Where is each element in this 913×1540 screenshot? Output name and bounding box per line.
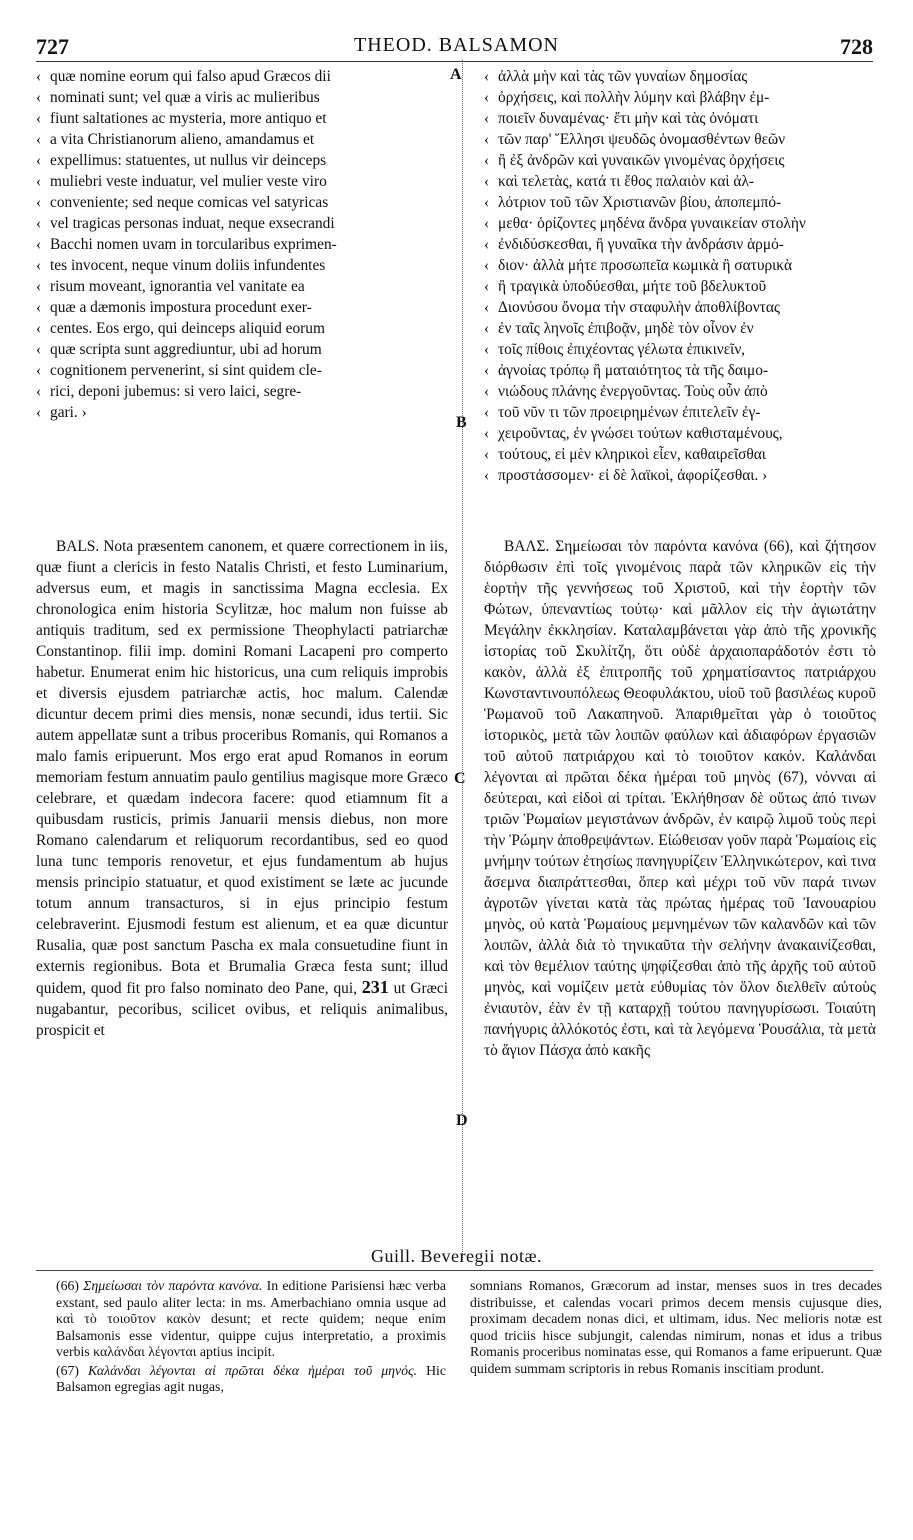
quote-mark: ‹ [484, 89, 490, 106]
latin-quote-line [36, 402, 454, 423]
note-67-lemma: Καλάνδαι λέγονται αἱ πρῶται δέκα ἡμέραι τοῦ μηνός. [88, 1362, 418, 1378]
column-number: 231 [361, 977, 389, 997]
latin-quote-line [36, 66, 454, 87]
quote-mark: ‹ [484, 131, 490, 148]
latin-quote-line [36, 339, 454, 360]
greek-commentary-text: ΒΑΛΣ. Σημείωσαι τὸν παρόντα κανόνα (66), καὶ ζήτησον διόρθωσιν ἐπὶ τοῖς γινομένοις παρὰ τῶν κληρικῶν εἰς τὴν ἑορτὴν τῆς γεννήσεως τοῦ Χριστοῦ, καὶ τὴν ἑορτὴν τῶν Φώτων, ὑπεναντίως τούτῳ· καὶ μᾶλλον εἰς τὴν ἁγιωτάτην Μεγάλην ἐκκλησίαν. Καταλαμβάνεται γὰρ ἀπὸ τῆς χρονικῆς ἱστορίας τοῦ Σκυλίτζη, ὅτι οὐδὲ ἀρχαιοπαράδοτόν ἐστι τὸ κακὸν, ἀλλὰ ἐξ ἐπιτροπῆς τοῦ χρηματίσαντος πατριάρχου Κωνσταντινουπόλεως Θεοφυλάκτου, υἱοῦ τοῦ βασιλέως κυροῦ Ῥωμανοῦ τοῦ Λακαπηνοῦ. Ἀπαριθμεῖται γὰρ ὁ τοιοῦτος ἱστορικὸς, μετὰ τῶν λοιπῶν φαύλων καὶ ἀδιαφόρων ἐργασιῶν τοῦ αὐτοῦ πατριάρχου καὶ τὸ τοιοῦτον κακόν. Καλάνδαι λέγονται αἱ πρῶται δέκα ἡμέραι τοῦ μηνὸς (67), νόνναι αἱ δεύτεραι, καὶ εἰδοὶ αἱ τρίται. Ἐκλήθησαν δὲ οὕτως ἀπό τινων τριῶν Ῥωμαίων μεγιστάνων ἀνδρῶν, ἐν καιρῷ λιμοῦ τοὺς περὶ τὴν Ῥώμην ἀποθρεψάντων. Εἰώθεισαν γοῦν παρὰ Ῥωμαίοις εἰς μνήμην τούτων ἐτησίως πανηγυρίζειν Ἑλληνικώτερον, καὶ τινα ἄσεμνα διαπράττεσθαι, ὅπερ καὶ μέχρι τοῦ νῦν παρά τινων ἀγροτῶν γίνεται κατὰ τὰς πρώτας ἡμέρας τοῦ Ἰανουαρίου μηνὸς, οὐ κατὰ Ῥωμαίους μεμνημένων τῶν καλανδῶν καὶ τῶν λοιπῶν, ἀλλὰ διὰ τὸ τηνικαῦτα τὴν σελήνην ἀνακαινίζεσθαι, καὶ τὸν θεμέλιον ταύτης ψηφίζεσθαι ἀπὸ τῆς ἀρχῆς τοῦ αὐτοῦ μηνὸς, καὶ νομίζειν μετὰ εὐθυμίας τὸν ὅλον διελθεῖν αὐτοὺς ἐνιαυτὸν, ἐὰν ἐν τῇ καταρχῇ τούτου πανηγυρίσωσι. Τοιαύτη πανήγυρις ἀλλόκοτός ἐστι, καὶ τὰ λεγόμενα Ῥουσάλια, τὰ μετὰ τὸ ἅγιον Πάσχα ἀπὸ κακῆς [484, 538, 876, 1059]
quote-mark: ‹ [36, 404, 42, 421]
quote-mark: ‹ [36, 89, 42, 106]
latin-quote-line [36, 360, 454, 381]
note-67 [56, 1363, 446, 1396]
greek-quote-line [484, 255, 876, 276]
quote-mark: ‹ [484, 299, 490, 316]
quote-mark: ‹ [484, 425, 490, 442]
latin-quote-line [36, 192, 454, 213]
greek-quote-line-text: ἐνδιδύσκεσθαι, ἢ γυναῖκα τὴν ἀνδράσιν ἁρμό- [498, 236, 784, 253]
latin-quote-line [36, 150, 454, 171]
note-66-lemma: Σημείωσαι τὸν παρόντα κανόνα. [83, 1278, 263, 1293]
quote-mark: ‹ [36, 362, 42, 379]
latin-canon-quote [36, 66, 454, 423]
greek-quote-line-text: ὀρχήσεις, καὶ πολλὴν λύμην καὶ βλάβην ἐμ- [498, 89, 770, 106]
quote-mark: ‹ [484, 278, 490, 295]
greek-quote-line [484, 87, 876, 108]
latin-quote-line [36, 318, 454, 339]
greek-quote-line [484, 108, 876, 129]
quote-mark: ‹ [36, 131, 42, 148]
quote-mark: ‹ [484, 467, 490, 484]
greek-quote-line-text: ἢ τραγικὰ ὑποδύεσθαι, μήτε τοῦ βδελυκτοῦ [498, 278, 767, 295]
greek-quote-line-text: ἀλλὰ μὴν καὶ τὰς τῶν γυναίων δημοσίας [498, 68, 748, 85]
note-66-label: (66) [56, 1278, 79, 1293]
quote-mark: ‹ [36, 299, 42, 316]
margin-letter-a: A [450, 66, 462, 83]
quote-mark: ‹ [484, 341, 490, 358]
margin-letter-b: B [456, 414, 467, 431]
latin-quote-line-text: quæ nomine eorum qui falso apud Græcos dii [50, 68, 331, 85]
latin-quote-line [36, 381, 454, 402]
note-67-label: (67) [56, 1362, 79, 1378]
latin-quote-line-text: Bacchi nomen uvam in torcularibus exprimen- [50, 236, 337, 253]
quote-mark: ‹ [484, 257, 490, 274]
greek-quote-line-text: ἐν ταῖς ληνοῖς ἐπιβοᾷν, μηδὲ τὸν οἶνον ἐν [498, 320, 754, 337]
quote-mark: ‹ [36, 236, 42, 253]
notes-title: Guill. Beveregii notæ. [371, 1246, 542, 1266]
greek-quote-line [484, 171, 876, 192]
latin-quote-line [36, 297, 454, 318]
latin-quote-line-text: risum moveant, ignorantia vel vanitate ea [50, 278, 305, 295]
latin-quote-line [36, 129, 454, 150]
quote-mark: ‹ [484, 110, 490, 127]
latin-quote-line-text: centes. Eos ergo, qui deinceps aliquid eorum [50, 320, 325, 337]
latin-quote-line-text: expellimus: statuentes, ut nullus vir deinceps [50, 152, 327, 169]
quote-mark: ‹ [36, 194, 42, 211]
latin-commentary-text-end: ut Græci nugabantur, pecoribus, scilicet ovibus, et reliquis animalibus, prospicit et [36, 980, 448, 1039]
latin-quote-line-text: conveniente; sed neque comicas vel satyricas [50, 194, 329, 211]
latin-quote-line [36, 108, 454, 129]
latin-quote-line [36, 171, 454, 192]
latin-quote-line-text: quæ scripta sunt aggrediuntur, ubi ad horum [50, 341, 322, 358]
header-rule [36, 61, 873, 62]
greek-quote-line-text: νιώδους πλάνης ἐνεργοῦντας. Τοὺς οὖν ἀπὸ [498, 383, 768, 400]
greek-quote-line-text: τῶν παρ' Ἕλλησι ψευδῶς ὀνομασθέντων θεῶν [498, 131, 786, 148]
quote-mark: ‹ [484, 446, 490, 463]
margin-letter-c: C [454, 770, 466, 787]
greek-quote-line [484, 444, 876, 465]
greek-quote-line [484, 297, 876, 318]
greek-quote-line-text: τοῖς πίθοις ἐπιχέοντας γέλωτα ἐπικινεῖν, [498, 341, 746, 358]
notes-left-column [56, 1278, 446, 1398]
latin-quote-line-text: muliebri veste induatur, vel mulier veste viro [50, 173, 327, 190]
greek-quote-line [484, 66, 876, 87]
greek-quote-line [484, 318, 876, 339]
quote-mark: ‹ [484, 236, 490, 253]
latin-quote-line [36, 255, 454, 276]
greek-quote-line [484, 150, 876, 171]
greek-commentary [484, 536, 876, 1061]
quote-mark: ‹ [36, 110, 42, 127]
latin-quote-line-text: nominati sunt; vel quæ a viris ac mulieribus [50, 89, 320, 106]
right-page-number: 728 [840, 34, 873, 59]
latin-quote-line [36, 213, 454, 234]
greek-quote-line [484, 381, 876, 402]
latin-quote-line-text: quæ a dæmonis impostura procedunt exer- [50, 299, 312, 316]
greek-quote-line-text: τούτους, εἰ μὲν κληρικοὶ εἶεν, καθαιρεῖσθαι [498, 446, 766, 463]
latin-quote-line-text: cognitionem pervenerint, si sint quidem cle- [50, 362, 322, 379]
quote-mark: ‹ [36, 383, 42, 400]
note-67-text: Hic Balsamon egregias agit nugas, [56, 1362, 447, 1394]
quote-mark: ‹ [484, 152, 490, 169]
latin-quote-line-text: rici, deponi jubemus: si vero laici, segre- [50, 383, 302, 400]
greek-quote-line [484, 402, 876, 423]
margin-letter-d: D [456, 1112, 468, 1129]
greek-quote-line-text: προστάσσομεν· εἰ δὲ λαϊκοὶ, ἀφορίζεσθαι. › [498, 467, 768, 484]
greek-quote-line-text: τοῦ νῦν τι τῶν προειρημένων ἐπιτελεῖν ἐγ- [498, 404, 761, 421]
greek-quote-line-text: ἀγνοίας τρόπῳ ἢ ματαιότητος τὰ τῆς δαιμο- [498, 362, 769, 379]
greek-quote-line [484, 339, 876, 360]
latin-commentary [36, 536, 448, 1041]
quote-mark: ‹ [484, 362, 490, 379]
page-header [0, 34, 913, 64]
note-66-text: In editione Parisiensi hæc verba exstant, sed paulo aliter lecta: in ms. Amerbachiano omnia usque ad καὶ τὸ τοιοῦτον κακὸν desunt; et recte quidem; neque enim Balsamonis esse videntur, quippe cujus interpretatio, a proximis verbis καλάνδαι λέγονται aptius incipit. [56, 1278, 447, 1359]
running-title: THEOD. BALSAMON [354, 34, 559, 56]
quote-mark: ‹ [36, 278, 42, 295]
greek-quote-line [484, 465, 876, 486]
quote-mark: ‹ [484, 68, 490, 85]
greek-quote-line-text: μεθα· ὁρίζοντες μηδένα ἄνδρα γυναικείαν στολὴν [498, 215, 806, 232]
quote-mark: ‹ [484, 383, 490, 400]
greek-quote-line [484, 234, 876, 255]
greek-quote-line-text: ποιεῖν δυναμένας· ἔτι μὴν καὶ τὰς ὀνόματι [498, 110, 759, 127]
quote-mark: ‹ [36, 173, 42, 190]
note-continuation: somnians Romanos, Græcorum ad instar, menses suos in tres decades distribuisse, et calendas vocari primos decem mensis cujusque dies, proximam decadem nonas dici, et ultimam, idus. Nec melioris notæ est quod triciis hisce subjungit, calendas nimirum, nonas et idus a tribus Romanis proceribus nominatas esse, qui Romanos a fame eripuerunt. Quæ quidem summam scriptoris in rebus Romanis inscitiam produnt. [470, 1278, 882, 1376]
greek-quote-line [484, 129, 876, 150]
quote-mark: ‹ [484, 173, 490, 190]
greek-quote-line [484, 360, 876, 381]
latin-quote-line-text: gari. › [50, 404, 87, 421]
greek-quote-line-text: Διονύσου ὄνομα τὴν σταφυλὴν ἀποθλίβοντας [498, 299, 781, 316]
quote-mark: ‹ [484, 194, 490, 211]
greek-quote-line [484, 192, 876, 213]
greek-quote-line [484, 213, 876, 234]
quote-mark: ‹ [36, 341, 42, 358]
quote-mark: ‹ [36, 152, 42, 169]
quote-mark: ‹ [36, 257, 42, 274]
latin-quote-line [36, 276, 454, 297]
greek-quote-line-text: λότριον τοῦ τῶν Χριστιανῶν βίου, ἀποπεμπό- [498, 194, 782, 211]
column-divider [462, 60, 463, 1260]
greek-quote-line-text: ἢ ἐξ ἀνδρῶν καὶ γυναικῶν γινομένας ὀρχήσεις [498, 152, 785, 169]
latin-commentary-text: BALS. Nota præsentem canonem, et quære correctionem in iis, quæ fiunt a clericis in festo Natalis Christi, et festo Luminarium, adversus eum, et magis in sanctissima Magna ecclesia. Ex chronologica enim historia Scylitzæ, hoc malum non fuisse ab antiquis traditum, sed ex permissione Theophylacti patriarchæ Constantinop. filii imp. domini Romani Lacapeni pro comperto habetur. Enumerat enim hic historicus, una cum reliquis improbis et diversis ejusdem patriarchæ actis, hoc malum. Calendæ dicuntur decem primi dies mensis, nonæ secundi, idus tertii. Sic autem appellatæ sunt a tribus proceribus Romanis, qui Romanos a malo famis eripuerunt. Mos ergo erat apud Romanos in eorum memoriam festum annuatim paulo gentilius magisque more Græco celebrare, et quædam indecora facere: quod etiamnum fit a quibusdam rusticis, primis Januarii mensis diebus, non more Romano calendarum et reliquorum recordantibus, sed eo quod luna tunc temporis renovetur, et ejus fundamentum ab hujus mensis principio statuatur, et quod existiment se læte ac jucunde totum annum transacturos, si in ejus principio festum celebraverint. Ejusmodi festum est alienum, et ea quæ dicuntur Rusalia, quæ post sanctum Pascha ex mala consuetudine fiunt in externis regionibus. Bota et Brumalia Græca festa sunt; illud quidem, quod fit pro falso nominato deo Pane, qui, [36, 538, 448, 997]
greek-canon-quote [484, 66, 876, 486]
quote-mark: ‹ [484, 404, 490, 421]
quote-mark: ‹ [484, 215, 490, 232]
latin-quote-line [36, 87, 454, 108]
quote-mark: ‹ [36, 320, 42, 337]
left-page-number: 727 [36, 34, 69, 59]
latin-quote-line [36, 234, 454, 255]
latin-quote-line-text: a vita Christianorum alieno, amandamus et [50, 131, 315, 148]
quote-mark: ‹ [36, 215, 42, 232]
greek-quote-line [484, 276, 876, 297]
notes-right-column [470, 1278, 882, 1379]
notes-rule [36, 1270, 873, 1271]
greek-quote-line-text: διον· ἀλλὰ μήτε προσωπεῖα κωμικὰ ἢ σατυρικὰ [498, 257, 793, 274]
latin-quote-line-text: vel tragicas personas induat, neque exsecrandi [50, 215, 335, 232]
latin-quote-line-text: fiunt saltationes ac mysteria, more antiquo et [50, 110, 327, 127]
note-66 [56, 1278, 446, 1361]
greek-quote-line [484, 423, 876, 444]
greek-quote-line-text: καὶ τελετὰς, κατά τι ἔθος παλαιὸν καὶ ἀλ- [498, 173, 755, 190]
latin-quote-line-text: tes invocent, neque vinum doliis infundentes [50, 257, 326, 274]
quote-mark: ‹ [36, 68, 42, 85]
quote-mark: ‹ [484, 320, 490, 337]
latin-commentary-paragraph [36, 536, 448, 1041]
greek-quote-line-text: χειροῦντας, ἐν γνώσει τούτων καθισταμένους, [498, 425, 783, 442]
